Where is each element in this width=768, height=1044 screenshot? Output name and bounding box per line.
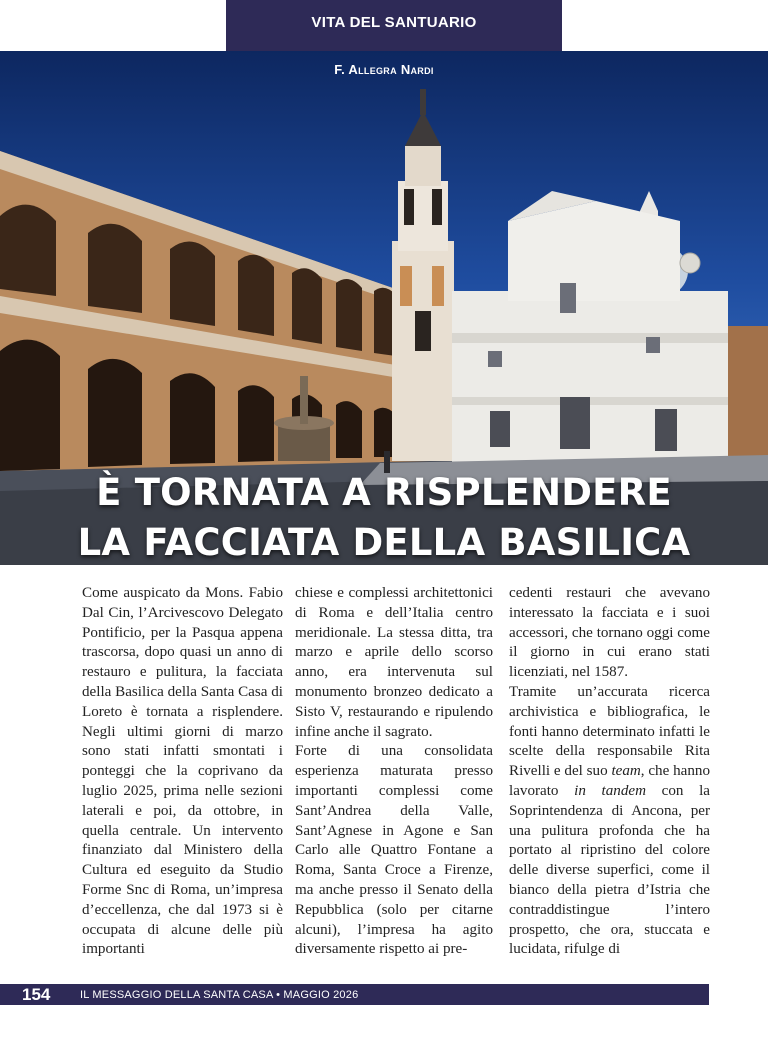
article-headline: [0, 468, 768, 568]
paragraph: chiese e complessi architettonici di Roma e dell’Italia centro meridionale. La stessa ditta, tra marzo e aprile dello scorso anno, era intervenuta sul monumento bronzeo dedicato a Sisto V, restaurando e ripulendo infine anche il sagrato.: [295, 585, 493, 740]
paragraph: Come auspicato da Mons. Fabio Dal Cin, l’Arcivescovo Delegato Pontificio, per la Pasqua appena trascorsa, dopo quasi un anno di restauro e pulitura, la facciata della Basilica della Santa Casa di Loreto è tornata a risplendere. Negli ultimi giorni di marzo sono stati infatti smontati i ponteggi che la coprivano da luglio 2025, prima nelle sezioni laterali e poi, da ottobre, in quella centrale. Un intervento finanziato dal Ministero della Cultura ed eseguito da Studio Forme Snc di Roma, un’impresa d’eccellenza, che dal 1973 si è occupata di alcune delle più importanti: [82, 585, 283, 958]
paragraph: [509, 683, 710, 960]
article-column-1: [82, 584, 283, 960]
text-run: Tramite un’accurata ricerca archivistica e bibliografica, le fonti hanno determinato infatti le scelte della responsabile Rita Rivelli e del suo: [509, 683, 710, 780]
italic-term-tandem: in tandem: [574, 782, 646, 799]
section-header-tab: [226, 0, 562, 52]
italic-term-team: team: [611, 763, 641, 780]
article-column-2: [295, 584, 493, 960]
magazine-issue: IL MESSAGGIO DELLA SANTA CASA • MAGGIO 2026: [80, 989, 359, 1001]
author-name: F. Allegra Nardi: [334, 62, 434, 77]
headline-line-2: LA FACCIATA DELLA BASILICA: [77, 521, 691, 564]
text-run: con la Soprintendenza di Ancona, per una pulitura profonda che ha portato al ripristino del colore delle diverse superfici, come il bianco della pietra d’Istria che contraddistingue l’intero prospetto, che ora, stuccata e lucidata, rifulge di: [509, 782, 710, 958]
text-run: , che hanno lavorato: [509, 763, 711, 799]
paragraph: Forte di una consolidata esperienza maturata presso importanti complessi come Sant’Andrea della Valle, Sant’Agnese in Agone e San Carlo alle Quattro Fontane a Roma, Santa Croce a Firenze, ma anche presso il Senato della Repubblica (solo per citarne alcuni), l’impresa ha agito diversamente rispetto ai pre-: [295, 743, 493, 958]
headline-line-1: È TORNATA A RISPLENDERE: [96, 471, 672, 514]
article-column-3: [509, 584, 710, 960]
page-number: 154: [22, 985, 51, 1004]
paragraph: cedenti restauri che avevano interessato la facciata e i suoi accessori, che tornano oggi come il giorno in cui erano stati licenziati, nel 1587.: [509, 585, 710, 681]
author-byline: [0, 62, 768, 77]
section-title: VITA DEL SANTUARIO: [311, 14, 477, 31]
